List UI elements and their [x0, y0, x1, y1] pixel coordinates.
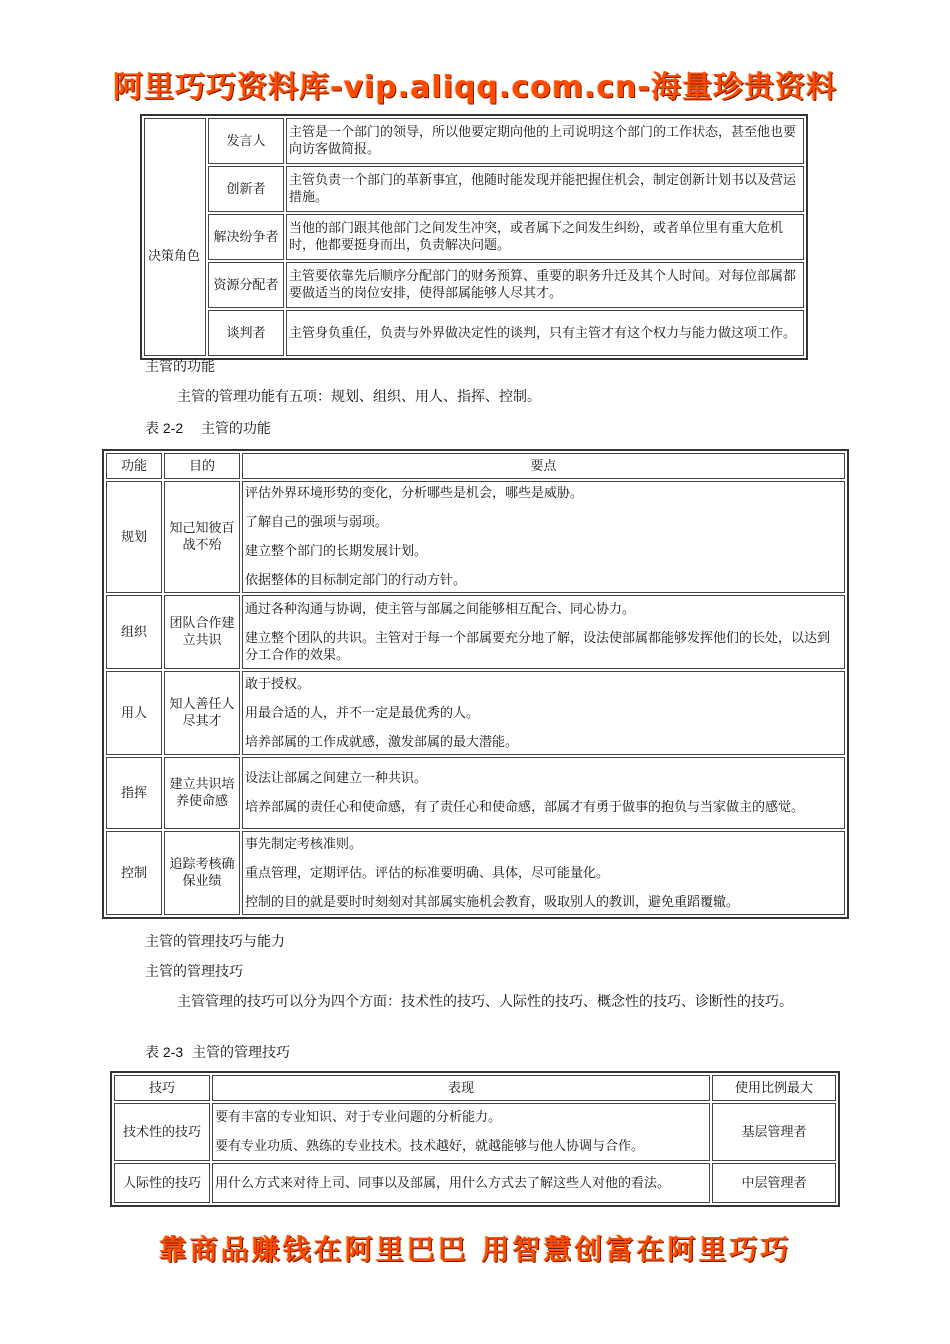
point: 设法让部属之间建立一种共识。 [245, 771, 428, 786]
subsection-heading: 主管的管理技巧 [145, 964, 243, 980]
point: 培养部属的工作成就感，激发部属的最大潜能。 [245, 734, 519, 750]
role-name: 谈判者 [208, 310, 284, 356]
caption-text: 主管的功能 [200, 421, 271, 437]
point: 控制的目的就是要时时刻刻对其部属实施机会教育，吸取别人的教训，避免重蹈覆辙。 [245, 894, 740, 910]
function-name: 控制 [106, 831, 162, 915]
header-cell: 使用比例最大 [712, 1075, 836, 1101]
function-purpose: 追踪考核确保业绩 [164, 831, 240, 915]
point: 了解自己的强项与弱项。 [245, 515, 389, 530]
table-row [144, 310, 804, 356]
table-row [106, 831, 845, 915]
caption-number: 表 2-3 [145, 1044, 184, 1060]
functions-table [102, 449, 849, 919]
point: 事先制定考核准则。 [245, 836, 363, 852]
point: 用什么方式来对待上司、同事以及部属，用什么方式去了解这些人对他的看法。 [215, 1175, 671, 1191]
header-cell: 表现 [212, 1075, 710, 1101]
skill-level: 基层管理者 [712, 1103, 836, 1161]
function-points [242, 757, 845, 829]
point: 建立整个团队的共识。主管对于每一个部属要充分地了解，设法使部属都能够发挥他们的长处，以达到分工合作的效果。 [245, 630, 831, 663]
table-row [106, 757, 845, 829]
function-points [242, 671, 845, 755]
point: 敢于授权。 [245, 676, 311, 692]
function-purpose: 建立共识培养使命感 [164, 757, 240, 829]
section-heading: 主管的功能 [145, 359, 215, 375]
function-name: 指挥 [106, 757, 162, 829]
table-row [106, 481, 845, 593]
function-name: 组织 [106, 595, 162, 669]
skill-level: 中层管理者 [712, 1163, 836, 1203]
skill-name: 人际性的技巧 [114, 1163, 210, 1203]
point: 重点管理，定期评估。评估的标准要明确、具体，尽可能量化。 [245, 865, 610, 881]
function-points [242, 595, 845, 669]
header-cell: 目的 [164, 453, 240, 479]
role-name: 发言人 [208, 118, 284, 164]
role-name: 资源分配者 [208, 262, 284, 308]
section-heading: 主管的管理技巧与能力 [145, 934, 285, 950]
point: 培养部属的责任心和使命感，有了责任心和使命感，部属才有勇于做事的抱负与当家做主的感觉。 [245, 800, 805, 815]
skills-table [110, 1071, 840, 1207]
point: 评估外界环境形势的变化，分析哪些是机会，哪些是威胁。 [245, 486, 584, 501]
point: 要有专业功质、熟练的专业技术。技术越好，就越能够与他人协调与合作。 [215, 1139, 645, 1154]
table-header-row [114, 1075, 836, 1101]
role-desc: 主管负责一个部门的革新事宜，他随时能发现并能把握住机会，制定创新计划书以及营运措施。 [286, 166, 804, 212]
role-name: 创新者 [208, 166, 284, 212]
caption-text: 主管的管理技巧 [192, 1045, 291, 1061]
point: 建立整个部门的长期发展计划。 [245, 544, 428, 559]
caption-number: 表 2-2 [145, 420, 184, 436]
skill-points [212, 1103, 710, 1161]
group-label-text: 决策角色 [147, 249, 200, 264]
function-points [242, 831, 845, 915]
paragraph [145, 992, 805, 1012]
header-cell: 功能 [106, 453, 162, 479]
table-row [144, 214, 804, 260]
function-points [242, 481, 845, 593]
paragraph-text: 主管管理的技巧可以分为四个方面：技术性的技巧、人际性的技巧、概念性的技巧、诊断性的技巧。 [177, 994, 793, 1010]
role-desc: 主管身负重任，负责与外界做决定性的谈判，只有主管才有这个权力与能力做这项工作。 [286, 310, 804, 356]
role-desc: 主管是一个部门的领导，所以他要定期向他的上司说明这个部门的工作状态，甚至他也要向访客做简报。 [286, 118, 804, 164]
role-desc: 主管要依靠先后顺序分配部门的财务预算、重要的职务升迁及其个人时间。对每位部属都要做适当的岗位安排，使得部属能够人尽其才。 [286, 262, 804, 308]
footer-banner: 靠商品赚钱在阿里巴巴 用智慧创富在阿里巧巧 [158, 1233, 792, 1266]
paragraph: 主管的管理功能有五项：规划、组织、用人、指挥、控制。 [177, 389, 541, 405]
point: 依据整体的目标制定部门的行动方针。 [245, 573, 467, 588]
header-banner: 阿里巧巧资料库-vip.aliqq.com.cn-海量珍贵资料 [113, 70, 837, 105]
table-row [114, 1103, 836, 1161]
skill-points [212, 1163, 710, 1203]
function-name: 规划 [106, 481, 162, 593]
skill-name: 技术性的技巧 [114, 1103, 210, 1161]
table-row [114, 1163, 836, 1203]
roles-table [140, 114, 808, 360]
function-purpose: 团队合作建立共识 [164, 595, 240, 669]
point: 要有丰富的专业知识、对于专业问题的分析能力。 [215, 1110, 502, 1125]
function-name: 用人 [106, 671, 162, 755]
function-purpose: 知人善任人尽其才 [164, 671, 240, 755]
header-cell: 要点 [242, 453, 845, 479]
table-row [144, 118, 804, 164]
table-caption [145, 418, 271, 439]
table-row [106, 595, 845, 669]
group-label [144, 118, 206, 356]
table-row [106, 671, 845, 755]
header-cell: 技巧 [114, 1075, 210, 1101]
point: 用最合适的人，并不一定是最优秀的人。 [245, 705, 480, 721]
table-row [144, 166, 804, 212]
role-desc: 当他的部门跟其他部门之间发生冲突，或者属下之间发生纠纷，或者单位里有重大危机时，他都要挺身而出，负责解决问题。 [286, 214, 804, 260]
table-row [144, 262, 804, 308]
table-header-row [106, 453, 845, 479]
role-name: 解决纷争者 [208, 214, 284, 260]
table-caption [145, 1042, 290, 1063]
point: 通过各种沟通与协调，使主管与部属之间能够相互配合、同心协力。 [245, 601, 636, 617]
function-purpose: 知己知彼百战不殆 [164, 481, 240, 593]
